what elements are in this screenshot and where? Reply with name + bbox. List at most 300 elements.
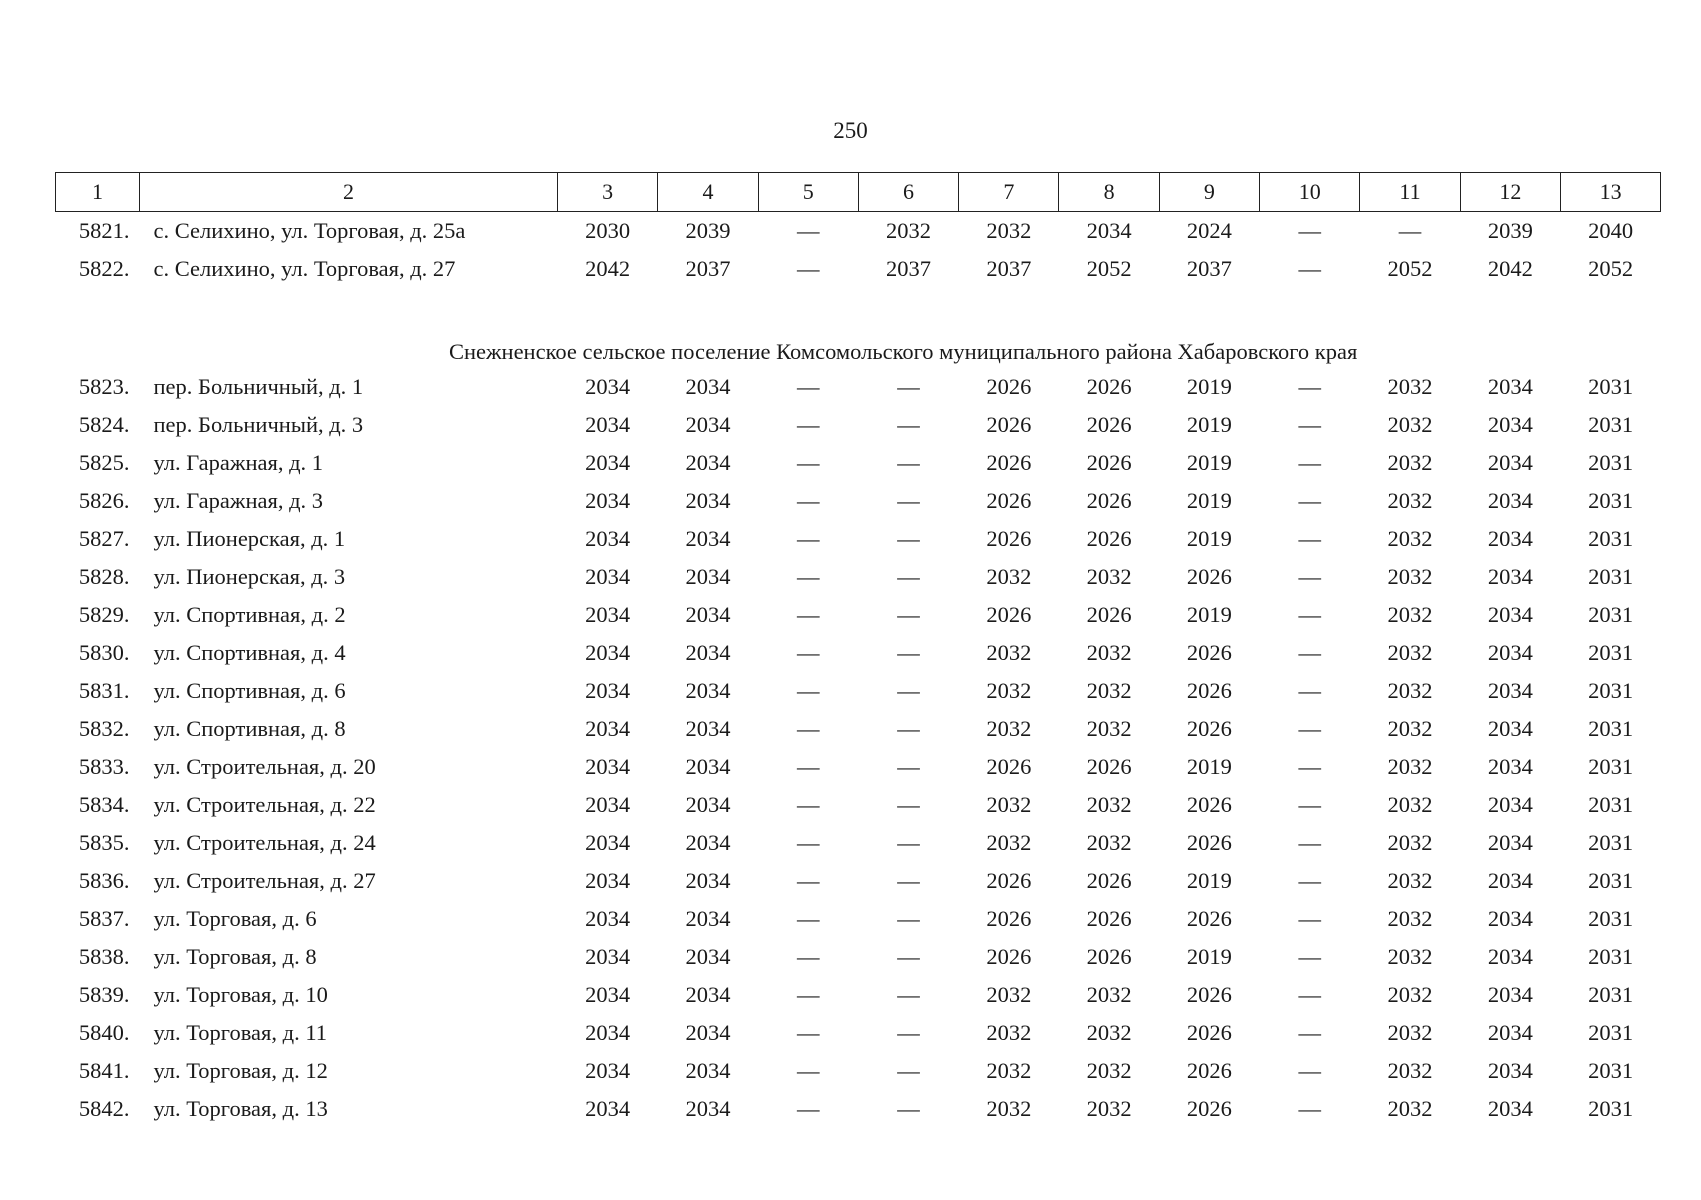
address-cell: ул. Торговая, д. 6 bbox=[153, 906, 317, 931]
header-cell: 12 bbox=[1460, 173, 1560, 212]
year-cell: 2042 bbox=[1487, 256, 1533, 281]
year-cell: — bbox=[897, 564, 920, 589]
year-cell: 2034 bbox=[1487, 412, 1533, 437]
year-cell: 2019 bbox=[1186, 488, 1232, 513]
year-cell: 2026 bbox=[986, 754, 1032, 779]
table-row bbox=[56, 672, 1661, 710]
address-cell: ул. Строительная, д. 22 bbox=[153, 792, 376, 817]
year-cell: 2032 bbox=[986, 1058, 1032, 1083]
year-cell: 2031 bbox=[1588, 792, 1634, 817]
year-cell: 2032 bbox=[1387, 716, 1433, 741]
year-cell: 2034 bbox=[685, 754, 731, 779]
header-cell: 7 bbox=[959, 173, 1059, 212]
year-cell: 2031 bbox=[1588, 906, 1634, 931]
year-cell: 2039 bbox=[1487, 218, 1533, 243]
year-cell: — bbox=[796, 906, 820, 931]
year-cell: 2019 bbox=[1186, 944, 1232, 969]
year-cell: — bbox=[1298, 716, 1321, 741]
year-cell: — bbox=[796, 488, 820, 513]
section-title-row bbox=[56, 336, 1661, 368]
year-cell: 2032 bbox=[1086, 982, 1132, 1007]
table-row bbox=[56, 520, 1661, 558]
year-cell: 2034 bbox=[585, 450, 631, 475]
table-row bbox=[56, 710, 1661, 748]
year-cell: — bbox=[897, 602, 920, 627]
year-cell: 2026 bbox=[986, 374, 1032, 399]
schedule-table-container bbox=[55, 172, 1650, 1128]
header-cell: 11 bbox=[1360, 173, 1460, 212]
row-number: 5832. bbox=[78, 716, 130, 741]
year-cell: 2034 bbox=[685, 374, 731, 399]
year-cell: 2034 bbox=[585, 982, 631, 1007]
address-cell: ул. Торговая, д. 8 bbox=[153, 944, 317, 969]
year-cell: 2034 bbox=[585, 1058, 631, 1083]
year-cell: — bbox=[1298, 602, 1321, 627]
year-cell: 2032 bbox=[1387, 868, 1433, 893]
table-row bbox=[56, 1014, 1661, 1052]
year-cell: — bbox=[1298, 678, 1321, 703]
year-cell: — bbox=[1298, 868, 1321, 893]
year-cell: 2019 bbox=[1186, 374, 1232, 399]
year-cell: 2032 bbox=[1387, 982, 1433, 1007]
year-cell: 2034 bbox=[1487, 982, 1533, 1007]
year-cell: 2034 bbox=[1487, 602, 1533, 627]
year-cell: 2032 bbox=[1387, 564, 1433, 589]
year-cell: 2032 bbox=[1387, 1096, 1433, 1121]
year-cell: — bbox=[796, 944, 820, 969]
year-cell: 2032 bbox=[986, 1096, 1032, 1121]
year-cell: 2034 bbox=[1487, 1096, 1533, 1121]
address-cell: ул. Спортивная, д. 2 bbox=[153, 602, 346, 627]
row-number: 5835. bbox=[78, 830, 130, 855]
year-cell: 2031 bbox=[1588, 754, 1634, 779]
year-cell: — bbox=[1298, 906, 1321, 931]
year-cell: 2031 bbox=[1588, 868, 1634, 893]
table-row bbox=[56, 444, 1661, 482]
year-cell: — bbox=[897, 716, 920, 741]
year-cell: 2032 bbox=[1086, 564, 1132, 589]
year-cell: 2034 bbox=[585, 526, 631, 551]
table-row bbox=[56, 368, 1661, 406]
year-cell: 2032 bbox=[986, 678, 1032, 703]
row-number: 5840. bbox=[78, 1020, 130, 1045]
table-row bbox=[56, 482, 1661, 520]
year-cell: 2034 bbox=[585, 716, 631, 741]
row-number: 5837. bbox=[78, 906, 130, 931]
year-cell: — bbox=[897, 640, 920, 665]
year-cell: 2026 bbox=[1086, 944, 1132, 969]
year-cell: 2032 bbox=[1387, 754, 1433, 779]
header-cell: 1 bbox=[56, 173, 140, 212]
year-cell: 2026 bbox=[1186, 982, 1232, 1007]
row-number: 5823. bbox=[78, 374, 130, 399]
year-cell: 2034 bbox=[685, 564, 731, 589]
year-cell: 2034 bbox=[1487, 1020, 1533, 1045]
year-cell: 2031 bbox=[1588, 1096, 1634, 1121]
year-cell: — bbox=[796, 716, 820, 741]
address-cell: ул. Торговая, д. 10 bbox=[153, 982, 328, 1007]
year-cell: 2026 bbox=[1086, 374, 1132, 399]
year-cell: — bbox=[796, 792, 820, 817]
year-cell: 2026 bbox=[1086, 526, 1132, 551]
year-cell: 2034 bbox=[1487, 640, 1533, 665]
year-cell: — bbox=[796, 564, 820, 589]
address-cell: ул. Строительная, д. 20 bbox=[153, 754, 376, 779]
year-cell: 2042 bbox=[585, 256, 631, 281]
year-cell: 2026 bbox=[1086, 488, 1132, 513]
year-cell: 2032 bbox=[1387, 1020, 1433, 1045]
year-cell: — bbox=[1298, 754, 1321, 779]
year-cell: 2032 bbox=[1387, 678, 1433, 703]
table-row bbox=[56, 634, 1661, 672]
year-cell: 2026 bbox=[1186, 640, 1232, 665]
year-cell: 2039 bbox=[685, 218, 731, 243]
year-cell: — bbox=[897, 526, 920, 551]
year-cell: 2034 bbox=[1487, 944, 1533, 969]
year-cell: 2026 bbox=[1086, 602, 1132, 627]
year-cell: — bbox=[897, 944, 920, 969]
year-cell: 2032 bbox=[1086, 640, 1132, 665]
year-cell: — bbox=[897, 868, 920, 893]
year-cell: 2037 bbox=[685, 256, 731, 281]
year-cell: 2034 bbox=[685, 1096, 731, 1121]
year-cell: 2032 bbox=[1387, 412, 1433, 437]
year-cell: 2034 bbox=[685, 526, 731, 551]
year-cell: 2026 bbox=[1186, 830, 1232, 855]
table-row bbox=[56, 748, 1661, 786]
year-cell: — bbox=[1298, 792, 1321, 817]
row-number: 5839. bbox=[78, 982, 130, 1007]
year-cell: 2031 bbox=[1588, 1058, 1634, 1083]
address-cell: ул. Пионерская, д. 1 bbox=[153, 526, 346, 551]
year-cell: 2032 bbox=[986, 218, 1032, 243]
row-number: 5828. bbox=[78, 564, 130, 589]
year-cell: — bbox=[1298, 830, 1321, 855]
year-cell: 2026 bbox=[1186, 678, 1232, 703]
year-cell: 2026 bbox=[1086, 754, 1132, 779]
year-cell: 2031 bbox=[1588, 450, 1634, 475]
year-cell: 2034 bbox=[585, 602, 631, 627]
year-cell: 2034 bbox=[585, 678, 631, 703]
year-cell: 2034 bbox=[585, 488, 631, 513]
year-cell: — bbox=[1298, 1096, 1321, 1121]
row-number: 5826. bbox=[78, 488, 130, 513]
year-cell: — bbox=[897, 754, 920, 779]
row-number: 5822. bbox=[78, 256, 130, 281]
row-number: 5825. bbox=[78, 450, 130, 475]
year-cell: 2034 bbox=[1487, 754, 1533, 779]
year-cell: 2034 bbox=[585, 564, 631, 589]
header-cell: 10 bbox=[1260, 173, 1360, 212]
year-cell: 2031 bbox=[1588, 564, 1634, 589]
address-cell: ул. Спортивная, д. 6 bbox=[153, 678, 346, 703]
row-number: 5833. bbox=[78, 754, 130, 779]
year-cell: 2026 bbox=[986, 868, 1032, 893]
year-cell: — bbox=[897, 1096, 920, 1121]
year-cell: 2030 bbox=[585, 218, 631, 243]
year-cell: 2026 bbox=[986, 526, 1032, 551]
header-cell: 8 bbox=[1059, 173, 1159, 212]
address-cell: ул. Гаражная, д. 3 bbox=[153, 488, 324, 513]
table-row bbox=[56, 596, 1661, 634]
header-cell: 5 bbox=[758, 173, 858, 212]
year-cell: 2026 bbox=[1086, 906, 1132, 931]
year-cell: — bbox=[897, 374, 920, 399]
year-cell: 2026 bbox=[1186, 792, 1232, 817]
year-cell: 2026 bbox=[986, 906, 1032, 931]
year-cell: 2034 bbox=[685, 412, 731, 437]
spacer-row bbox=[56, 288, 1661, 336]
year-cell: 2034 bbox=[1487, 792, 1533, 817]
year-cell: 2032 bbox=[1387, 944, 1433, 969]
year-cell: 2019 bbox=[1186, 868, 1232, 893]
page-number: 250 bbox=[833, 118, 868, 143]
year-cell: 2034 bbox=[1487, 716, 1533, 741]
year-cell: — bbox=[796, 1020, 820, 1045]
year-cell: — bbox=[897, 982, 920, 1007]
year-cell: 2026 bbox=[1086, 868, 1132, 893]
year-cell: 2019 bbox=[1186, 412, 1232, 437]
year-cell: — bbox=[1298, 256, 1321, 281]
year-cell: 2034 bbox=[685, 450, 731, 475]
year-cell: — bbox=[796, 1058, 820, 1083]
year-cell: 2032 bbox=[986, 716, 1032, 741]
year-cell: — bbox=[1298, 526, 1321, 551]
address-cell: пер. Больничный, д. 1 bbox=[153, 374, 364, 399]
year-cell: 2031 bbox=[1588, 374, 1634, 399]
row-number: 5836. bbox=[78, 868, 130, 893]
year-cell: — bbox=[897, 830, 920, 855]
schedule-table bbox=[55, 172, 1661, 1128]
year-cell: 2019 bbox=[1186, 450, 1232, 475]
year-cell: 2034 bbox=[585, 944, 631, 969]
year-cell: — bbox=[897, 450, 920, 475]
row-number: 5842. bbox=[78, 1096, 130, 1121]
year-cell: 2034 bbox=[685, 678, 731, 703]
year-cell: 2026 bbox=[986, 602, 1032, 627]
year-cell: — bbox=[897, 792, 920, 817]
year-cell: — bbox=[1298, 488, 1321, 513]
year-cell: 2032 bbox=[1387, 488, 1433, 513]
year-cell: — bbox=[796, 754, 820, 779]
year-cell: 2026 bbox=[986, 450, 1032, 475]
row-number: 5834. bbox=[78, 792, 130, 817]
year-cell: 2052 bbox=[1387, 256, 1433, 281]
year-cell: 2032 bbox=[1387, 906, 1433, 931]
table-row bbox=[56, 212, 1661, 251]
year-cell: — bbox=[1298, 1058, 1321, 1083]
year-cell: — bbox=[1298, 218, 1321, 243]
year-cell: 2034 bbox=[585, 868, 631, 893]
year-cell: — bbox=[796, 412, 820, 437]
year-cell: 2031 bbox=[1588, 412, 1634, 437]
year-cell: — bbox=[1298, 1020, 1321, 1045]
address-cell: с. Селихино, ул. Торговая, д. 25а bbox=[153, 218, 466, 243]
address-cell: ул. Торговая, д. 12 bbox=[153, 1058, 328, 1083]
year-cell: 2032 bbox=[986, 1020, 1032, 1045]
year-cell: 2032 bbox=[986, 830, 1032, 855]
year-cell: 2032 bbox=[986, 792, 1032, 817]
year-cell: 2026 bbox=[986, 488, 1032, 513]
column-number-header bbox=[56, 173, 1661, 212]
address-cell: ул. Гаражная, д. 1 bbox=[153, 450, 324, 475]
year-cell: 2034 bbox=[1487, 488, 1533, 513]
year-cell: 2031 bbox=[1588, 678, 1634, 703]
row-number: 5838. bbox=[78, 944, 130, 969]
table-row bbox=[56, 1052, 1661, 1090]
year-cell: 2032 bbox=[1387, 374, 1433, 399]
address-cell: ул. Спортивная, д. 4 bbox=[153, 640, 346, 665]
table-row bbox=[56, 900, 1661, 938]
year-cell: 2052 bbox=[1086, 256, 1132, 281]
year-cell: — bbox=[897, 488, 920, 513]
address-cell: ул. Торговая, д. 11 bbox=[153, 1020, 327, 1045]
year-cell: 2026 bbox=[1186, 906, 1232, 931]
year-cell: — bbox=[796, 830, 820, 855]
year-cell: — bbox=[1298, 944, 1321, 969]
year-cell: 2031 bbox=[1588, 640, 1634, 665]
address-cell: ул. Торговая, д. 13 bbox=[153, 1096, 328, 1121]
year-cell: 2032 bbox=[886, 218, 932, 243]
address-cell: с. Селихино, ул. Торговая, д. 27 bbox=[153, 256, 456, 281]
row-number: 5830. bbox=[78, 640, 130, 665]
row-number: 5829. bbox=[78, 602, 130, 627]
year-cell: 2031 bbox=[1588, 944, 1634, 969]
table-row bbox=[56, 976, 1661, 1014]
year-cell: 2034 bbox=[585, 640, 631, 665]
year-cell: 2034 bbox=[1487, 450, 1533, 475]
year-cell: 2032 bbox=[1086, 792, 1132, 817]
year-cell: 2032 bbox=[1387, 602, 1433, 627]
year-cell: 2032 bbox=[1086, 830, 1132, 855]
year-cell: — bbox=[1298, 374, 1321, 399]
year-cell: 2034 bbox=[585, 792, 631, 817]
year-cell: 2032 bbox=[1086, 1096, 1132, 1121]
year-cell: 2034 bbox=[685, 792, 731, 817]
header-cell: 6 bbox=[858, 173, 958, 212]
header-cell: 4 bbox=[658, 173, 758, 212]
year-cell: 2032 bbox=[1086, 678, 1132, 703]
year-cell: 2034 bbox=[1487, 868, 1533, 893]
year-cell: 2026 bbox=[1086, 412, 1132, 437]
year-cell: 2034 bbox=[685, 716, 731, 741]
year-cell: 2034 bbox=[585, 412, 631, 437]
address-cell: ул. Пионерская, д. 3 bbox=[153, 564, 346, 589]
year-cell: 2034 bbox=[685, 944, 731, 969]
year-cell: 2024 bbox=[1186, 218, 1232, 243]
year-cell: 2034 bbox=[585, 830, 631, 855]
year-cell: — bbox=[796, 374, 820, 399]
year-cell: — bbox=[897, 412, 920, 437]
year-cell: 2026 bbox=[1186, 716, 1232, 741]
table-row bbox=[56, 250, 1661, 288]
year-cell: 2037 bbox=[1186, 256, 1232, 281]
year-cell: 2031 bbox=[1588, 716, 1634, 741]
address-cell: пер. Больничный, д. 3 bbox=[153, 412, 364, 437]
year-cell: 2034 bbox=[685, 906, 731, 931]
year-cell: 2032 bbox=[1387, 640, 1433, 665]
year-cell: 2034 bbox=[685, 1058, 731, 1083]
year-cell: 2032 bbox=[986, 982, 1032, 1007]
year-cell: — bbox=[796, 868, 820, 893]
year-cell: 2032 bbox=[1387, 792, 1433, 817]
year-cell: 2031 bbox=[1588, 488, 1634, 513]
year-cell: — bbox=[1298, 450, 1321, 475]
year-cell: 2034 bbox=[585, 374, 631, 399]
year-cell: 2026 bbox=[1186, 1020, 1232, 1045]
table-row bbox=[56, 786, 1661, 824]
year-cell: — bbox=[796, 982, 820, 1007]
year-cell: 2034 bbox=[585, 1096, 631, 1121]
year-cell: — bbox=[796, 450, 820, 475]
year-cell: 2031 bbox=[1588, 830, 1634, 855]
year-cell: 2034 bbox=[685, 488, 731, 513]
year-cell: 2034 bbox=[1487, 1058, 1533, 1083]
header-cell: 9 bbox=[1159, 173, 1259, 212]
year-cell: 2032 bbox=[1387, 526, 1433, 551]
year-cell: — bbox=[897, 1020, 920, 1045]
year-cell: 2034 bbox=[1487, 678, 1533, 703]
year-cell: 2032 bbox=[1387, 830, 1433, 855]
row-number: 5824. bbox=[78, 412, 130, 437]
year-cell: 2034 bbox=[685, 830, 731, 855]
year-cell: 2026 bbox=[1086, 450, 1132, 475]
header-cell: 3 bbox=[558, 173, 658, 212]
year-cell: — bbox=[1298, 564, 1321, 589]
year-cell: 2019 bbox=[1186, 526, 1232, 551]
table-row bbox=[56, 1090, 1661, 1128]
year-cell: 2034 bbox=[685, 640, 731, 665]
year-cell: 2034 bbox=[1086, 218, 1132, 243]
row-number: 5821. bbox=[78, 218, 130, 243]
year-cell: 2034 bbox=[1487, 830, 1533, 855]
year-cell: — bbox=[796, 640, 820, 665]
year-cell: 2026 bbox=[986, 412, 1032, 437]
year-cell: — bbox=[897, 906, 920, 931]
header-row bbox=[56, 173, 1661, 212]
year-cell: — bbox=[796, 526, 820, 551]
year-cell: 2026 bbox=[1186, 1096, 1232, 1121]
year-cell: 2037 bbox=[886, 256, 932, 281]
section-title: Снежненское сельское поселение Комсомольского муниципального района Хабаровского края bbox=[448, 339, 1358, 364]
year-cell: 2040 bbox=[1588, 218, 1634, 243]
year-cell: 2034 bbox=[685, 868, 731, 893]
year-cell: 2032 bbox=[1387, 1058, 1433, 1083]
year-cell: — bbox=[897, 1058, 920, 1083]
year-cell: — bbox=[796, 678, 820, 703]
table-row bbox=[56, 862, 1661, 900]
year-cell: 2032 bbox=[986, 640, 1032, 665]
year-cell: — bbox=[796, 1096, 820, 1121]
year-cell: 2031 bbox=[1588, 982, 1634, 1007]
year-cell: — bbox=[1298, 982, 1321, 1007]
year-cell: 2037 bbox=[986, 256, 1032, 281]
year-cell: 2019 bbox=[1186, 754, 1232, 779]
year-cell: — bbox=[1398, 218, 1422, 243]
year-cell: — bbox=[897, 678, 920, 703]
table-row bbox=[56, 558, 1661, 596]
table-row bbox=[56, 824, 1661, 862]
year-cell: 2034 bbox=[685, 982, 731, 1007]
year-cell: 2019 bbox=[1186, 602, 1232, 627]
year-cell: 2034 bbox=[685, 1020, 731, 1045]
row-number: 5827. bbox=[78, 526, 130, 551]
year-cell: 2034 bbox=[585, 1020, 631, 1045]
table-row bbox=[56, 406, 1661, 444]
address-cell: ул. Строительная, д. 27 bbox=[153, 868, 376, 893]
year-cell: 2032 bbox=[1086, 716, 1132, 741]
row-number: 5831. bbox=[78, 678, 130, 703]
